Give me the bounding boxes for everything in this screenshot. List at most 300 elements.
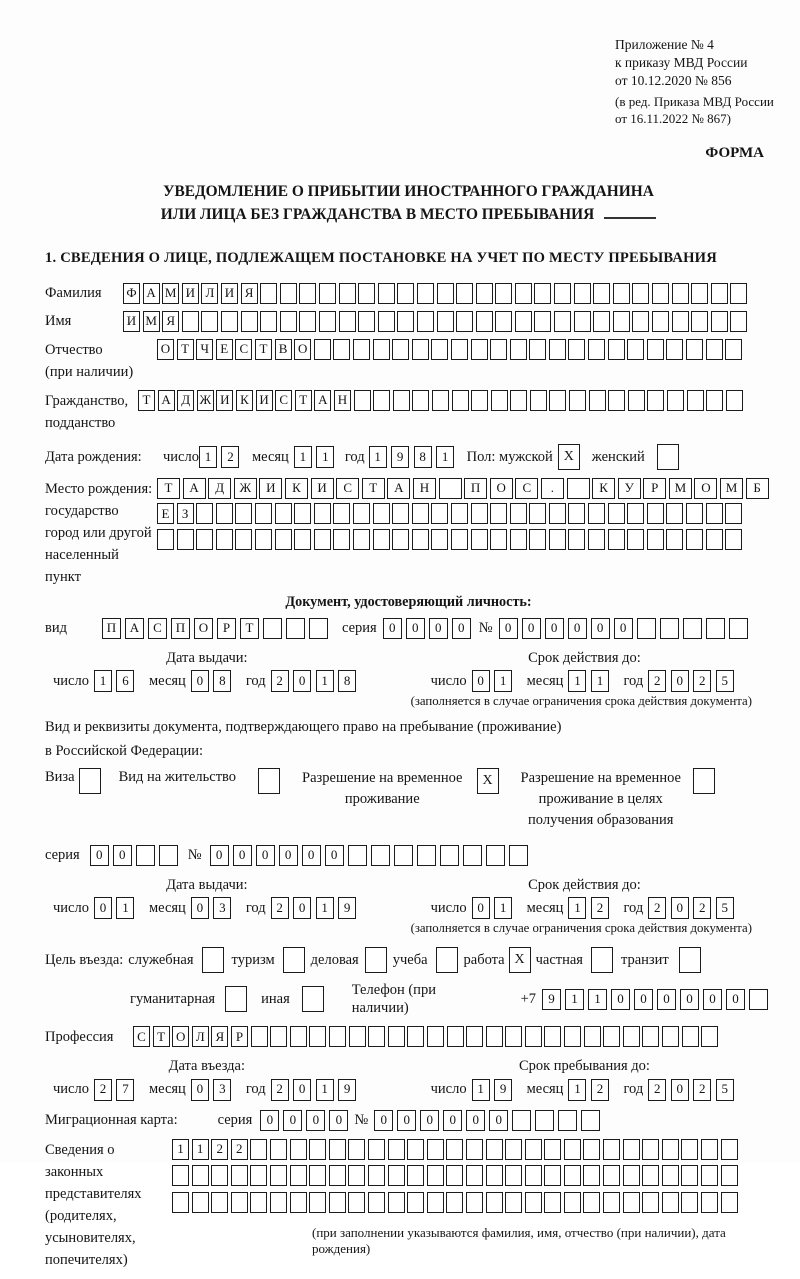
char-cell[interactable] [529,339,546,360]
char-cell[interactable] [427,1139,444,1160]
char-cell[interactable] [368,1165,385,1186]
char-cell[interactable]: 0 [472,670,490,692]
char-cell[interactable]: 0 [383,618,402,639]
char-cell[interactable] [549,503,566,524]
char-cell[interactable]: С [133,1026,150,1047]
char-cell[interactable]: З [177,503,194,524]
char-cell[interactable] [721,1192,738,1213]
char-cell[interactable] [613,311,630,332]
char-cell[interactable] [388,1192,405,1213]
char-cell[interactable] [260,311,277,332]
char-cell[interactable]: Я [162,311,179,332]
char-cell[interactable] [255,503,272,524]
char-cell[interactable] [510,390,527,411]
char-cell[interactable] [681,1165,698,1186]
char-cell[interactable] [319,283,336,304]
char-cell[interactable] [412,529,429,550]
char-cell[interactable] [642,1139,659,1160]
char-cell[interactable]: 2 [693,1079,711,1101]
char-cell[interactable]: 9 [338,1079,356,1101]
char-cell[interactable] [471,339,488,360]
char-cell[interactable] [451,503,468,524]
char-cell[interactable]: Р [643,478,666,499]
char-cell[interactable]: С [235,339,252,360]
char-cell[interactable] [686,503,703,524]
char-cell[interactable]: 0 [591,618,610,639]
char-cell[interactable] [358,283,375,304]
char-cell[interactable] [662,1026,679,1047]
char-cell[interactable] [725,503,742,524]
char-cell[interactable] [231,1165,248,1186]
char-cell[interactable]: 1 [588,989,607,1010]
char-cell[interactable]: 1 [192,1139,209,1160]
char-cell[interactable] [427,1165,444,1186]
char-cell[interactable]: 2 [231,1139,248,1160]
char-cell[interactable] [431,529,448,550]
char-cell[interactable] [476,311,493,332]
char-cell[interactable] [706,390,723,411]
char-cell[interactable]: 0 [499,618,518,639]
char-cell[interactable] [623,1165,640,1186]
char-cell[interactable] [529,503,546,524]
char-cell[interactable] [201,311,218,332]
char-cell[interactable]: 7 [116,1079,134,1101]
checkbox-temp-permit[interactable]: X [477,768,499,794]
char-cell[interactable] [192,1165,209,1186]
char-cell[interactable]: Н [334,390,351,411]
char-cell[interactable] [263,618,282,639]
char-cell[interactable]: Ж [234,478,257,499]
char-cell[interactable] [725,339,742,360]
char-cell[interactable] [491,390,508,411]
char-cell[interactable]: Д [208,478,231,499]
char-cell[interactable] [564,1165,581,1186]
char-cell[interactable] [447,1026,464,1047]
char-cell[interactable] [446,1165,463,1186]
char-cell[interactable]: 2 [94,1079,112,1101]
char-cell[interactable]: 2 [693,670,711,692]
char-cell[interactable]: 0 [374,1110,393,1131]
char-cell[interactable]: 1 [494,670,512,692]
char-cell[interactable] [368,1026,385,1047]
char-cell[interactable] [574,311,591,332]
char-cell[interactable] [216,503,233,524]
char-cell[interactable] [290,1165,307,1186]
char-cell[interactable] [642,1165,659,1186]
char-cell[interactable] [627,339,644,360]
char-cell[interactable] [407,1192,424,1213]
char-cell[interactable] [544,1139,561,1160]
checkbox-purpose-humanitarian[interactable] [225,986,247,1012]
char-cell[interactable] [525,1026,542,1047]
char-cell[interactable] [729,618,748,639]
char-cell[interactable]: 2 [648,897,666,919]
char-cell[interactable] [250,1192,267,1213]
char-cell[interactable]: Я [211,1026,228,1047]
checkbox-purpose-work[interactable]: X [509,947,531,973]
char-cell[interactable] [687,390,704,411]
char-cell[interactable]: 3 [213,897,231,919]
char-cell[interactable] [157,529,174,550]
char-cell[interactable] [588,339,605,360]
char-cell[interactable] [603,1139,620,1160]
char-cell[interactable] [627,529,644,550]
char-cell[interactable]: 0 [703,989,722,1010]
char-cell[interactable]: С [275,390,292,411]
char-cell[interactable] [471,503,488,524]
char-cell[interactable] [348,845,367,866]
char-cell[interactable] [353,503,370,524]
char-cell[interactable] [280,283,297,304]
char-cell[interactable] [196,529,213,550]
char-cell[interactable] [373,339,390,360]
char-cell[interactable] [432,390,449,411]
char-cell[interactable] [490,339,507,360]
char-cell[interactable]: 0 [329,1110,348,1131]
char-cell[interactable] [394,845,413,866]
char-cell[interactable] [329,1026,346,1047]
char-cell[interactable] [466,1139,483,1160]
char-cell[interactable] [299,283,316,304]
char-cell[interactable] [172,1165,189,1186]
char-cell[interactable] [642,1192,659,1213]
char-cell[interactable] [593,283,610,304]
char-cell[interactable]: 0 [680,989,699,1010]
char-cell[interactable] [260,283,277,304]
char-cell[interactable] [574,283,591,304]
char-cell[interactable]: 1 [294,446,312,468]
char-cell[interactable] [221,311,238,332]
char-cell[interactable]: Ж [197,390,214,411]
checkbox-residence-permit[interactable] [258,768,280,794]
char-cell[interactable] [505,1139,522,1160]
char-cell[interactable]: А [314,390,331,411]
char-cell[interactable]: Т [177,339,194,360]
char-cell[interactable]: 1 [316,1079,334,1101]
char-cell[interactable] [569,390,586,411]
char-cell[interactable] [701,1026,718,1047]
char-cell[interactable] [451,529,468,550]
char-cell[interactable] [486,1165,503,1186]
char-cell[interactable]: И [216,390,233,411]
char-cell[interactable]: 0 [671,897,689,919]
char-cell[interactable] [589,390,606,411]
char-cell[interactable] [309,1026,326,1047]
char-cell[interactable]: К [592,478,615,499]
char-cell[interactable] [490,529,507,550]
char-cell[interactable] [452,390,469,411]
char-cell[interactable] [486,1192,503,1213]
char-cell[interactable] [495,283,512,304]
char-cell[interactable] [235,529,252,550]
char-cell[interactable]: 0 [429,618,448,639]
char-cell[interactable] [333,339,350,360]
char-cell[interactable] [290,1192,307,1213]
char-cell[interactable] [211,1165,228,1186]
char-cell[interactable] [554,283,571,304]
char-cell[interactable]: 2 [693,897,711,919]
char-cell[interactable] [280,311,297,332]
char-cell[interactable]: 0 [191,1079,209,1101]
char-cell[interactable]: 0 [452,618,471,639]
char-cell[interactable] [711,311,728,332]
char-cell[interactable]: П [171,618,190,639]
char-cell[interactable] [510,529,527,550]
char-cell[interactable] [608,529,625,550]
char-cell[interactable] [637,618,656,639]
char-cell[interactable]: 2 [591,1079,609,1101]
char-cell[interactable] [701,1192,718,1213]
char-cell[interactable] [652,283,669,304]
char-cell[interactable]: 1 [369,446,387,468]
char-cell[interactable] [544,1192,561,1213]
char-cell[interactable]: 0 [94,897,112,919]
char-cell[interactable] [632,311,649,332]
char-cell[interactable] [309,1165,326,1186]
char-cell[interactable] [255,529,272,550]
char-cell[interactable]: Л [201,283,218,304]
char-cell[interactable] [371,845,390,866]
char-cell[interactable] [446,1139,463,1160]
char-cell[interactable]: 0 [293,897,311,919]
char-cell[interactable] [505,1026,522,1047]
char-cell[interactable] [319,311,336,332]
char-cell[interactable]: Р [231,1026,248,1047]
char-cell[interactable] [701,1165,718,1186]
char-cell[interactable]: 0 [325,845,344,866]
char-cell[interactable] [603,1192,620,1213]
char-cell[interactable] [407,1026,424,1047]
char-cell[interactable] [407,1139,424,1160]
char-cell[interactable]: Н [413,478,436,499]
char-cell[interactable] [564,1139,581,1160]
char-cell[interactable] [466,1026,483,1047]
char-cell[interactable] [368,1192,385,1213]
char-cell[interactable] [683,618,702,639]
char-cell[interactable]: О [172,1026,189,1047]
char-cell[interactable] [534,283,551,304]
char-cell[interactable]: К [285,478,308,499]
char-cell[interactable] [564,1026,581,1047]
char-cell[interactable]: Т [240,618,259,639]
char-cell[interactable] [270,1026,287,1047]
char-cell[interactable]: 0 [233,845,252,866]
char-cell[interactable] [172,1192,189,1213]
char-cell[interactable]: 8 [338,670,356,692]
char-cell[interactable] [691,283,708,304]
char-cell[interactable] [581,1110,600,1131]
char-cell[interactable] [584,1026,601,1047]
char-cell[interactable] [568,339,585,360]
char-cell[interactable]: У [618,478,641,499]
char-cell[interactable]: Ф [123,283,140,304]
char-cell[interactable] [456,311,473,332]
char-cell[interactable]: А [158,390,175,411]
char-cell[interactable] [486,1139,503,1160]
char-cell[interactable]: 0 [302,845,321,866]
char-cell[interactable] [451,339,468,360]
char-cell[interactable] [568,529,585,550]
char-cell[interactable] [309,1192,326,1213]
char-cell[interactable] [437,283,454,304]
char-cell[interactable] [512,1110,531,1131]
char-cell[interactable]: 0 [614,618,633,639]
char-cell[interactable] [623,1192,640,1213]
char-cell[interactable]: 0 [260,1110,279,1131]
char-cell[interactable] [662,1192,679,1213]
char-cell[interactable] [652,311,669,332]
char-cell[interactable] [333,529,350,550]
char-cell[interactable]: 1 [316,897,334,919]
char-cell[interactable] [446,1192,463,1213]
char-cell[interactable] [647,529,664,550]
char-cell[interactable] [348,1165,365,1186]
char-cell[interactable]: Т [157,478,180,499]
char-cell[interactable]: Е [157,503,174,524]
char-cell[interactable]: 2 [271,1079,289,1101]
char-cell[interactable]: Т [255,339,272,360]
char-cell[interactable] [388,1165,405,1186]
char-cell[interactable] [549,390,566,411]
char-cell[interactable] [182,311,199,332]
char-cell[interactable] [373,390,390,411]
char-cell[interactable]: 1 [172,1139,189,1160]
char-cell[interactable] [623,1026,640,1047]
char-cell[interactable]: П [102,618,121,639]
checkbox-sex-male[interactable]: X [558,444,580,470]
char-cell[interactable] [314,529,331,550]
char-cell[interactable]: 0 [489,1110,508,1131]
char-cell[interactable]: Б [746,478,769,499]
char-cell[interactable] [368,1139,385,1160]
char-cell[interactable]: 2 [591,897,609,919]
char-cell[interactable]: 0 [671,1079,689,1101]
char-cell[interactable] [397,283,414,304]
char-cell[interactable]: А [183,478,206,499]
char-cell[interactable]: Л [192,1026,209,1047]
char-cell[interactable] [681,1192,698,1213]
char-cell[interactable]: М [162,283,179,304]
char-cell[interactable] [250,1165,267,1186]
char-cell[interactable]: 1 [568,1079,586,1101]
char-cell[interactable]: 0 [283,1110,302,1131]
char-cell[interactable]: 5 [716,1079,734,1101]
char-cell[interactable]: 0 [293,670,311,692]
char-cell[interactable] [177,529,194,550]
char-cell[interactable] [427,1192,444,1213]
char-cell[interactable] [510,339,527,360]
char-cell[interactable]: 1 [436,446,454,468]
char-cell[interactable]: О [194,618,213,639]
char-cell[interactable]: Т [362,478,385,499]
char-cell[interactable] [510,503,527,524]
char-cell[interactable] [456,283,473,304]
char-cell[interactable] [623,1139,640,1160]
char-cell[interactable]: И [311,478,334,499]
char-cell[interactable]: А [125,618,144,639]
char-cell[interactable] [353,339,370,360]
char-cell[interactable] [373,503,390,524]
char-cell[interactable]: 0 [472,897,490,919]
char-cell[interactable] [725,529,742,550]
char-cell[interactable]: 1 [472,1079,490,1101]
char-cell[interactable] [667,390,684,411]
char-cell[interactable] [309,618,328,639]
char-cell[interactable]: И [182,283,199,304]
char-cell[interactable] [711,283,728,304]
char-cell[interactable]: Я [241,283,258,304]
char-cell[interactable]: 3 [213,1079,231,1101]
char-cell[interactable] [333,503,350,524]
char-cell[interactable] [251,1026,268,1047]
char-cell[interactable] [136,845,155,866]
char-cell[interactable] [299,311,316,332]
char-cell[interactable]: О [490,478,513,499]
char-cell[interactable] [632,283,649,304]
char-cell[interactable]: 0 [466,1110,485,1131]
char-cell[interactable] [721,1165,738,1186]
char-cell[interactable] [730,283,747,304]
char-cell[interactable] [603,1026,620,1047]
char-cell[interactable] [290,1139,307,1160]
checkbox-purpose-study[interactable] [436,947,458,973]
char-cell[interactable] [706,618,725,639]
char-cell[interactable]: О [294,339,311,360]
char-cell[interactable]: 0 [522,618,541,639]
char-cell[interactable] [486,845,505,866]
char-cell[interactable]: 2 [211,1139,228,1160]
checkbox-purpose-private[interactable] [591,947,613,973]
char-cell[interactable] [627,503,644,524]
char-cell[interactable] [554,311,571,332]
char-cell[interactable] [672,283,689,304]
char-cell[interactable] [286,618,305,639]
char-cell[interactable] [721,1139,738,1160]
char-cell[interactable] [706,529,723,550]
char-cell[interactable] [568,503,585,524]
char-cell[interactable] [417,311,434,332]
char-cell[interactable]: 0 [191,897,209,919]
char-cell[interactable] [662,1139,679,1160]
char-cell[interactable]: 0 [671,670,689,692]
char-cell[interactable]: 1 [591,670,609,692]
char-cell[interactable]: 0 [90,845,109,866]
char-cell[interactable]: Т [295,390,312,411]
char-cell[interactable] [505,1192,522,1213]
char-cell[interactable]: О [157,339,174,360]
char-cell[interactable] [412,339,429,360]
char-cell[interactable]: И [259,478,282,499]
char-cell[interactable]: 0 [191,670,209,692]
char-cell[interactable]: Д [177,390,194,411]
char-cell[interactable]: Т [153,1026,170,1047]
char-cell[interactable] [583,1192,600,1213]
char-cell[interactable]: . [541,478,564,499]
char-cell[interactable]: 0 [420,1110,439,1131]
char-cell[interactable] [642,1026,659,1047]
char-cell[interactable] [495,311,512,332]
char-cell[interactable] [647,339,664,360]
char-cell[interactable] [339,311,356,332]
char-cell[interactable]: К [236,390,253,411]
char-cell[interactable] [437,311,454,332]
char-cell[interactable] [309,1139,326,1160]
char-cell[interactable] [672,311,689,332]
checkbox-purpose-other[interactable] [302,986,324,1012]
char-cell[interactable]: 0 [306,1110,325,1131]
char-cell[interactable] [231,1192,248,1213]
char-cell[interactable] [534,311,551,332]
